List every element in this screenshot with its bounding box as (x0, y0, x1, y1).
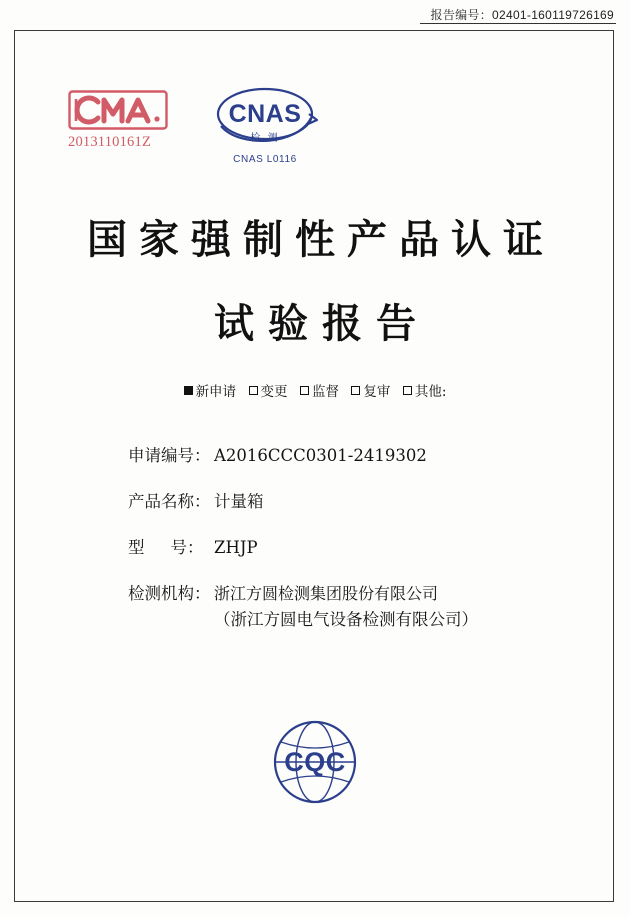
field-organization (128, 582, 548, 632)
field-value-model: ZHJP (214, 537, 258, 557)
checkbox-box-new[interactable] (184, 386, 193, 395)
field-model (128, 536, 548, 560)
page-title: 国家强制性产品认证 (87, 216, 555, 263)
checkbox-box-change[interactable] (249, 386, 258, 395)
checkbox-label-new: 新申请 (195, 384, 237, 400)
logo-row (55, 88, 355, 188)
checkbox-box-supervision[interactable] (300, 386, 309, 395)
cqc-logo (265, 712, 365, 812)
report-number-label: 报告编号： (430, 8, 493, 22)
checkbox-option-other[interactable] (403, 380, 447, 400)
field-product-name (128, 490, 548, 514)
report-number (431, 6, 614, 23)
page-subtitle: 试验报告 (214, 300, 430, 347)
field-label-model (128, 536, 214, 560)
field-application-no (128, 444, 548, 468)
field-value-organization-line2: （浙江方圆电气设备检测有限公司） (214, 609, 478, 629)
checkbox-option-supervision[interactable] (300, 380, 339, 400)
cqc-globe-icon (265, 712, 365, 812)
checkbox-option-new[interactable] (184, 380, 237, 400)
application-type-checkboxes (0, 380, 630, 400)
checkbox-label-review: 复审 (363, 384, 391, 400)
checkbox-option-change[interactable] (249, 380, 288, 400)
svg-text:检 测: 检 测 (250, 133, 280, 144)
checkbox-label-other: 其他: (414, 384, 447, 400)
field-value-product-name: 计量箱 (214, 491, 264, 511)
cnas-logo (195, 84, 335, 165)
cma-logo (68, 90, 173, 151)
checkbox-box-review[interactable] (351, 386, 360, 395)
field-label-product-name: 产品名称： (128, 491, 211, 511)
checkbox-label-change: 变更 (260, 384, 288, 400)
cnas-accreditation-code: CNAS L0116 (233, 154, 297, 165)
field-label-model-part1: 型 (128, 537, 145, 557)
cma-code: 2013110161Z (68, 134, 152, 150)
field-label-organization: 检测机构： (128, 583, 211, 603)
checkbox-option-review[interactable] (351, 380, 390, 400)
svg-text:CQC: CQC (284, 747, 346, 777)
field-label-model-part2: 号： (170, 537, 204, 557)
field-label-application-no: 申请编号： (128, 446, 211, 465)
field-value-application-no: A2016CCC0301-2419302 (214, 446, 427, 465)
checkbox-box-other[interactable] (403, 386, 412, 395)
report-number-underline (420, 23, 616, 24)
cnas-mark-icon (205, 84, 325, 156)
report-number-value: 02401-160119726169 (492, 8, 614, 22)
cma-mark-icon (68, 90, 168, 130)
field-list (128, 444, 548, 654)
field-value-organization: 浙江方圆检测集团股份有限公司 (214, 583, 439, 603)
checkbox-label-supervision: 监督 (311, 384, 339, 400)
svg-text:CNAS: CNAS (228, 100, 302, 128)
